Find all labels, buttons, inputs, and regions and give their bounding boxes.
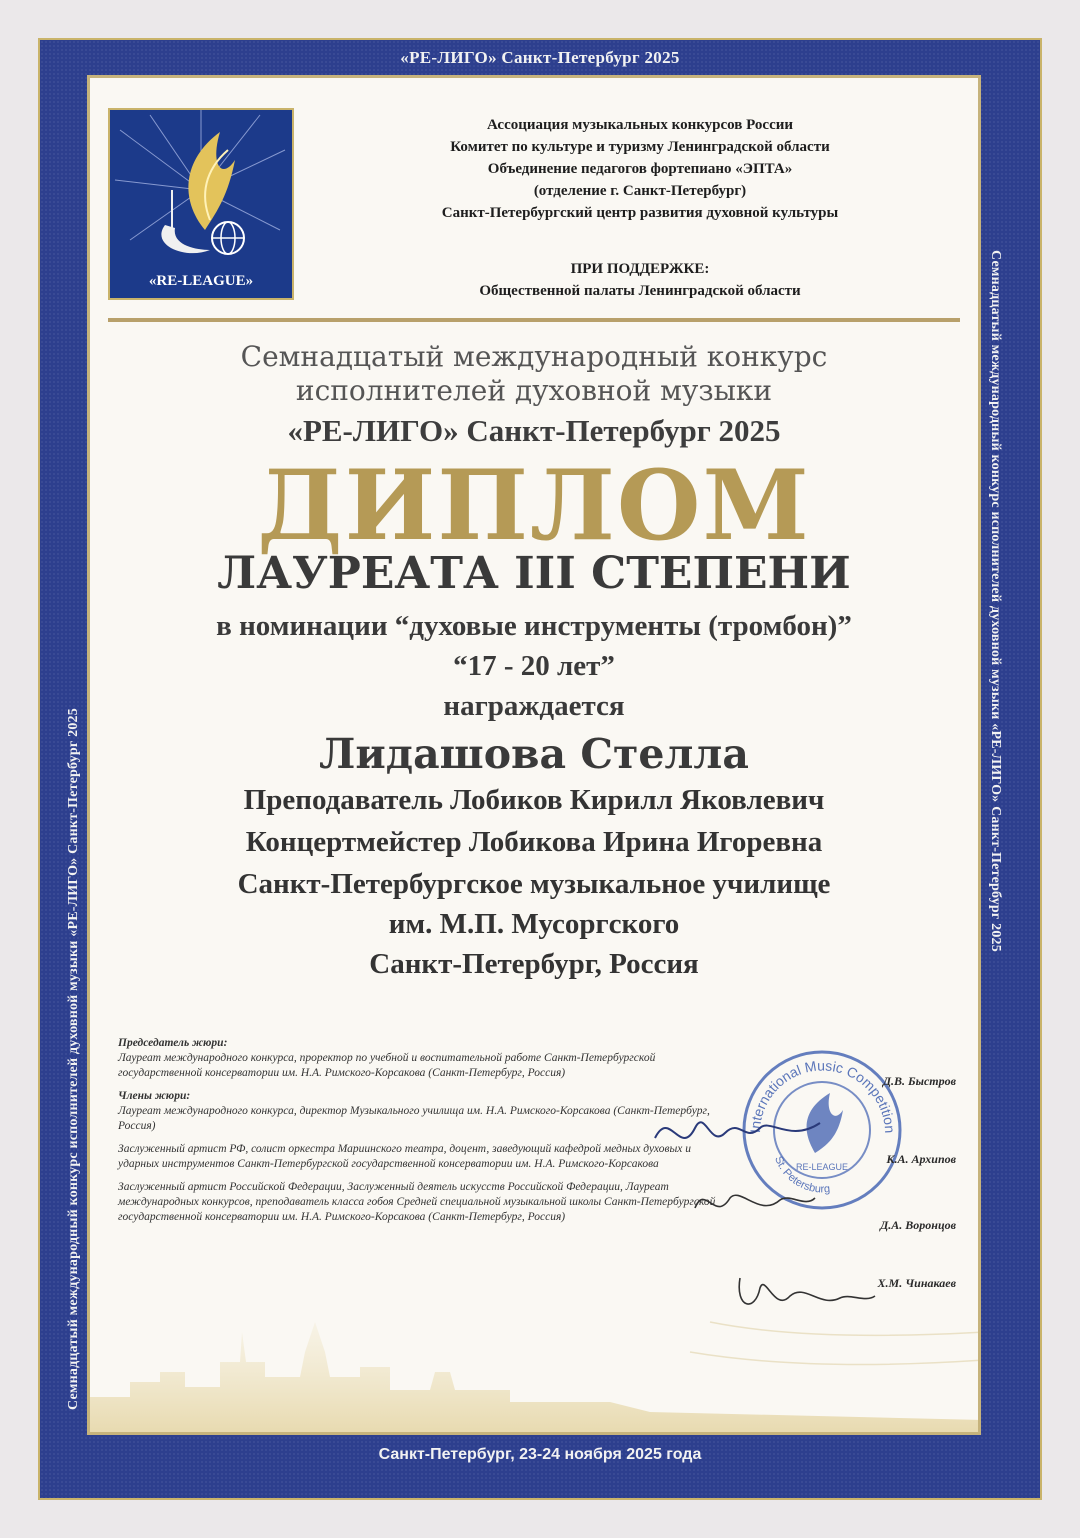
support-heading: ПРИ ПОДДЕРЖКЕ: bbox=[570, 261, 710, 277]
jury-member-desc: Лауреат международного конкурса, директор Музыкального училища им. Н.А. Римского-Корсакова (Санкт-Петербург, Россия) bbox=[118, 1105, 710, 1132]
jury-member-desc: Заслуженный артист РФ, солист оркестра Мариинского театра, доцент, заведующий кафедрой медных духовых и ударных инструментов Санкт-Петербургской государственной консерватории им. Н.А. Римского-Корсакова bbox=[118, 1143, 692, 1170]
diploma-title: ДИПЛОМ bbox=[257, 449, 811, 562]
lyre-wing-globe-icon bbox=[110, 110, 292, 270]
jury-signature-name: Д.А. Воронцов bbox=[880, 1218, 956, 1232]
frame-bottom-text: Санкт-Петербург, 23-24 ноября 2025 года bbox=[378, 1446, 702, 1463]
jury-signature-name: Д.В. Быстров bbox=[882, 1074, 956, 1088]
support-org: Общественной палаты Ленинградской области bbox=[479, 283, 801, 299]
organizer-line: (отделение г. Санкт-Петербург) bbox=[533, 183, 747, 199]
organizer-line: Объединение педагогов фортепиано «ЭПТА» bbox=[487, 161, 793, 177]
organizer-line: Санкт-Петербургский центр развития духовной культуры bbox=[441, 205, 839, 221]
organizers-block bbox=[320, 114, 960, 224]
contest-line-2: исполнителей духовной музыки bbox=[295, 374, 773, 407]
signature-scribble bbox=[650, 1098, 830, 1168]
signature-scribble bbox=[690, 1178, 820, 1228]
signature-scribble bbox=[730, 1268, 880, 1323]
jury-signature-name: Х.М. Чинакаев bbox=[877, 1276, 956, 1290]
age-group: “17 - 20 лет” bbox=[453, 650, 615, 682]
city: Санкт-Петербург, Россия bbox=[369, 948, 699, 980]
frame-top-text: «РЕ-ЛИГО» Санкт-Петербург 2025 bbox=[400, 48, 680, 67]
jury-chair-desc: Лауреат международного конкурса, проректор по учебной и воспитательной работе Санкт-Петербургской государственной консерватории им. Н.А. Римского-Корсакова (Санкт-Петербург, Россия) bbox=[118, 1052, 656, 1079]
stamp-arc-text: International Music Competition bbox=[746, 1057, 899, 1134]
jury-members-heading: Члены жюри: bbox=[118, 1090, 191, 1102]
teacher: Преподаватель Лобиков Кирилл Яковлевич bbox=[243, 784, 825, 816]
jury-member-desc: Заслуженный артист Российской Федерации, Заслуженный деятель искусств Российской Федерации, Лауреат международных конкурсов, преподаватель класса гобоя Средней специальной музыкальной школы Санкт-Петербургской государственной консерватории им. Н.А. Римского-Корсакова (Санкт-Петербург, Россия) bbox=[118, 1181, 716, 1223]
support-block bbox=[320, 258, 960, 302]
school-line-2: им. М.П. Мусоргского bbox=[388, 908, 680, 940]
organizer-line: Комитет по культуре и туризму Ленинградской области bbox=[450, 139, 830, 155]
awarded-label: награждается bbox=[443, 690, 625, 722]
logo-caption: «RE-LEAGUE» bbox=[148, 273, 254, 289]
jury-chair-heading: Председатель жюри: bbox=[118, 1037, 228, 1049]
organizer-line: Ассоциация музыкальных конкурсов России bbox=[486, 117, 794, 133]
accompanist: Концертмейстер Лобикова Ирина Игоревна bbox=[245, 826, 823, 858]
jury-list bbox=[118, 1036, 718, 1233]
diploma-paper bbox=[87, 75, 981, 1435]
stamp-inner-text: St. Petersburg bbox=[772, 1154, 831, 1196]
school-line-1: Санкт-Петербургское музыкальное училище bbox=[237, 868, 831, 900]
laureate-degree: ЛАУРЕАТА III СТЕПЕНИ bbox=[217, 548, 851, 599]
jury-signature-name: К.А. Архипов bbox=[886, 1152, 956, 1166]
recipient-name: Лидашова Стелла bbox=[319, 730, 749, 778]
frame-side-text-right: Семнадцатый международный конкурс исполнителей духовной музыки «РЕ-ЛИГО» Санкт-Петербург 2025 bbox=[988, 250, 1003, 952]
gold-divider bbox=[108, 318, 960, 322]
frame-side-text-left: Семнадцатый международный конкурс исполнителей духовной музыки «РЕ-ЛИГО» Санкт-Петербург 2025 bbox=[66, 708, 81, 1410]
nomination: в номинации “духовые инструменты (тромбон)” bbox=[216, 610, 852, 642]
contest-line-1: Семнадцатый международный конкурс bbox=[240, 340, 828, 373]
re-league-logo bbox=[108, 108, 294, 300]
stamp-center-text: RE-LEAGUE bbox=[795, 1162, 849, 1172]
contest-name: «РЕ-ЛИГО» Санкт-Петербург 2025 bbox=[287, 413, 781, 448]
contest-title bbox=[90, 340, 978, 408]
